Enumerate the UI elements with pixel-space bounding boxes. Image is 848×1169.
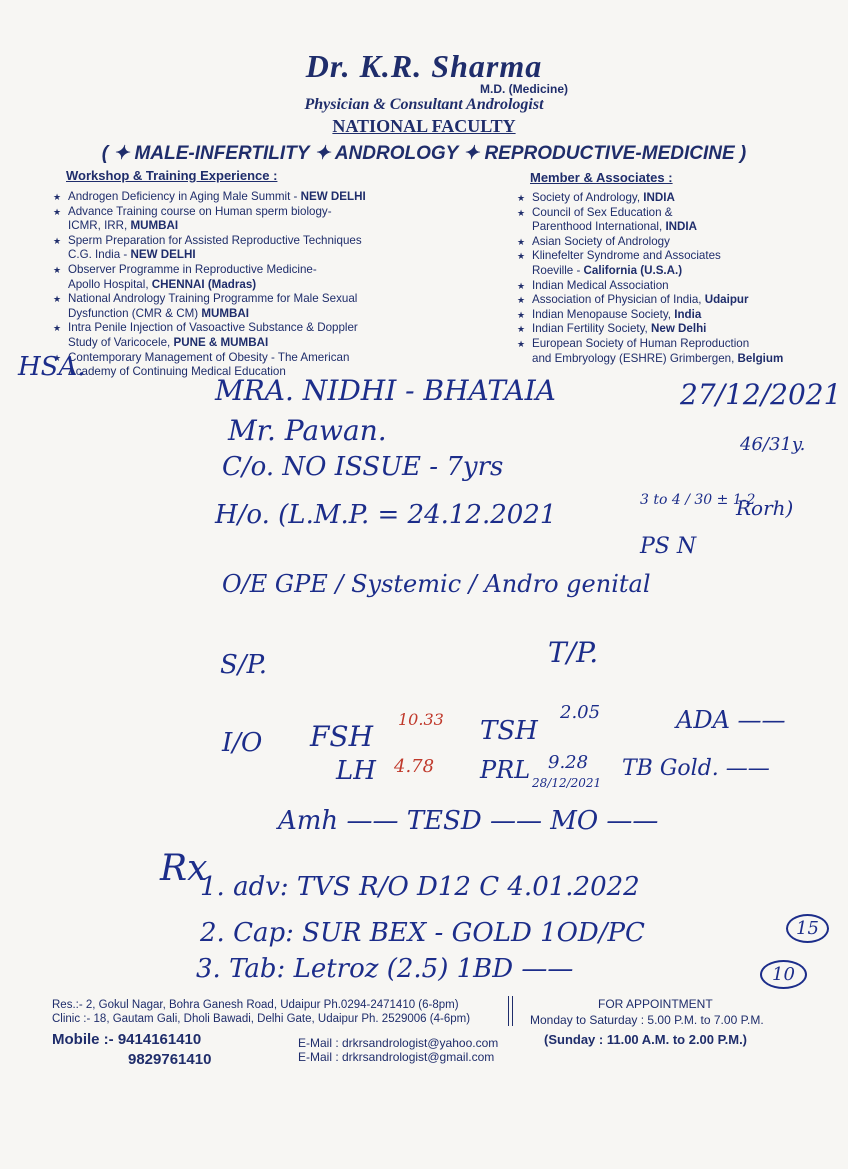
appointment-heading: FOR APPOINTMENT bbox=[598, 997, 713, 1011]
list-item-location: INDIA bbox=[643, 191, 675, 204]
members-list bbox=[516, 191, 836, 366]
list-item-location: NEW DELHI bbox=[130, 248, 196, 262]
list-item-text: Academy of Continuing Medical Education bbox=[68, 365, 286, 379]
list-item-text: Study of Varicocele, bbox=[68, 335, 174, 349]
email-yahoo: E-Mail : drkrsandrologist@yahoo.com bbox=[298, 1036, 499, 1050]
spouse-name: Mr. Pawan. bbox=[228, 414, 387, 447]
list-item-text: Dysfunction (CMR & CM) bbox=[68, 306, 202, 320]
workshop-list bbox=[52, 190, 452, 380]
list-item-text: and Embryology (ESHRE) Grimbergen, bbox=[532, 351, 738, 365]
rx-2-quantity: 15 bbox=[786, 914, 829, 943]
list-item bbox=[52, 351, 452, 380]
list-item-text: Advance Training course on Human sperm biology- bbox=[68, 204, 332, 218]
list-item bbox=[516, 279, 836, 294]
complaint: C/o. NO ISSUE - 7yrs bbox=[222, 452, 504, 482]
doctor-title: Physician & Consultant Andrologist bbox=[304, 96, 544, 113]
examination: O/E GPE / Systemic / Andro genital bbox=[222, 570, 651, 598]
list-item-location: PUNE & MUMBAI bbox=[173, 335, 269, 349]
list-item-text: ICMR, IRR, bbox=[68, 219, 131, 233]
list-item bbox=[52, 292, 452, 321]
list-item bbox=[52, 234, 452, 263]
list-item-text: Apollo Hospital, bbox=[68, 277, 152, 291]
appointment-sunday: (Sunday : 11.00 A.M. to 2.00 P.M.) bbox=[544, 1032, 748, 1047]
workshop-heading: Workshop & Training Experience : bbox=[66, 168, 278, 183]
degree: M.D. (Medicine) bbox=[480, 82, 569, 96]
footer-divider-2 bbox=[512, 996, 513, 1026]
other-tests: Amh —— TESD —— MO —— bbox=[278, 806, 659, 836]
list-item-location: Udaipur bbox=[704, 293, 749, 307]
rx-3-quantity: 10 bbox=[760, 960, 807, 989]
list-item-text: Roeville - bbox=[532, 263, 584, 277]
rx-symbol: Rx bbox=[160, 848, 208, 889]
tsh-label: TSH bbox=[480, 716, 538, 746]
list-item-text: Asian Society of Andrology bbox=[532, 234, 670, 248]
cycle: 3 to 4 / 30 ± 1-2 bbox=[640, 492, 756, 508]
list-item-text: Sperm Preparation for Assisted Reproductive Techniques bbox=[68, 233, 362, 247]
sp-note: S/P. bbox=[220, 650, 268, 680]
list-item bbox=[52, 205, 452, 234]
list-item bbox=[516, 249, 836, 278]
tb-gold-test: TB Gold. —— bbox=[622, 756, 770, 781]
list-item-location: CHENNAI (Madras) bbox=[151, 277, 257, 291]
list-item bbox=[52, 321, 452, 350]
ages: 46/31y. bbox=[740, 434, 806, 455]
tsh-value: 2.05 bbox=[560, 702, 601, 723]
list-item bbox=[516, 308, 836, 323]
footer-divider bbox=[508, 996, 509, 1026]
list-item-text: Klinefelter Syndrome and Associates bbox=[532, 249, 721, 263]
mobile-number-2: 9829761410 bbox=[128, 1051, 212, 1068]
prescription-date: 27/12/2021 bbox=[680, 378, 842, 411]
history-lmp: H/o. (L.M.P. = 24.12.2021 bbox=[215, 500, 557, 530]
fsh-label: FSH bbox=[310, 720, 374, 753]
doctor-name: Dr. K.R. Sharma bbox=[305, 48, 543, 84]
list-item-text: Androgen Deficiency in Aging Male Summit - bbox=[68, 190, 301, 203]
national-faculty: NATIONAL FACULTY bbox=[332, 116, 516, 136]
fsh-value: 10.33 bbox=[398, 710, 444, 729]
clinic-address: Clinic :- 18, Gautam Gali, Dholi Bawadi, Delhi Gate, Udaipur Ph. 2529006 (4-6pm) bbox=[52, 1013, 471, 1025]
list-item-location: MUMBAI bbox=[201, 306, 250, 320]
appointment-weekdays: Monday to Saturday : 5.00 P.M. to 7.00 P.M. bbox=[530, 1013, 764, 1027]
lh-value: 4.78 bbox=[394, 756, 435, 777]
list-item-text: National Andrology Training Programme for Male Sexual bbox=[68, 292, 358, 306]
list-item-text: Indian Menopause Society, bbox=[532, 307, 675, 321]
list-item-text: C.G. India - bbox=[68, 248, 131, 262]
list-item bbox=[52, 190, 452, 205]
list-item bbox=[516, 191, 836, 206]
list-item bbox=[516, 235, 836, 250]
prl-value: 9.28 bbox=[548, 752, 589, 773]
list-item-location: California (U.S.A.) bbox=[583, 263, 683, 277]
list-item-text: Observer Programme in Reproductive Medicine- bbox=[68, 262, 317, 276]
list-item-text: Contemporary Management of Obesity - The American bbox=[68, 350, 350, 364]
list-item-location: NEW DELHI bbox=[300, 190, 366, 203]
ada-test: ADA —— bbox=[676, 706, 786, 734]
list-item bbox=[516, 337, 836, 366]
list-item-text: Parenthood International, bbox=[532, 220, 666, 234]
cycle-note: Rorh) bbox=[736, 496, 794, 520]
tp-note: T/P. bbox=[548, 636, 599, 669]
list-item-location: Belgium bbox=[737, 351, 784, 365]
rx-line-2: 2. Cap: SUR BEX - GOLD 1OD/PC bbox=[200, 918, 645, 948]
list-item bbox=[516, 206, 836, 235]
specialties: ( ✦ MALE-INFERTILITY ✦ ANDROLOGY ✦ REPRODUCTIVE-MEDICINE ) bbox=[101, 143, 747, 164]
mobile-number: Mobile :- 9414161410 bbox=[52, 1031, 202, 1048]
rx-line-3: 3. Tab: Letroz (2.5) 1BD —— bbox=[196, 954, 574, 984]
list-item-location: India bbox=[674, 307, 702, 321]
list-item bbox=[516, 293, 836, 308]
list-item-location: MUMBAI bbox=[130, 219, 179, 233]
prl-label: PRL bbox=[480, 756, 531, 784]
residence-address: Res.:- 2, Gokul Nagar, Bohra Ganesh Road, Udaipur Ph.0294-2471410 (6-8pm) bbox=[52, 999, 459, 1011]
list-item bbox=[516, 322, 836, 337]
list-item-text: Indian Fertility Society, bbox=[532, 322, 651, 336]
list-item-location: New Delhi bbox=[651, 322, 707, 336]
list-item bbox=[52, 263, 452, 292]
list-item-text: European Society of Human Reproduction bbox=[532, 336, 750, 350]
patient-name: MRA. NIDHI - BHATAIA bbox=[215, 374, 556, 407]
hsa-note: HSA. bbox=[18, 352, 86, 382]
list-item-text: Society of Andrology, bbox=[532, 191, 644, 204]
prl-date: 28/12/2021 bbox=[532, 776, 602, 790]
list-item-text: Association of Physician of India, bbox=[532, 293, 705, 307]
rx-line-1: 1. adv: TVS R/O D12 C 4.01.2022 bbox=[200, 872, 640, 902]
list-item-text: Intra Penile Injection of Vasoactive Substance & Doppler bbox=[68, 321, 358, 335]
list-item-text: Council of Sex Education & bbox=[532, 205, 673, 219]
list-item-location: INDIA bbox=[665, 220, 697, 234]
email-gmail: E-Mail : drkrsandrologist@gmail.com bbox=[298, 1050, 495, 1064]
investigations-label: I/O bbox=[222, 728, 263, 758]
list-item-text: Indian Medical Association bbox=[532, 278, 669, 292]
lh-label: LH bbox=[336, 756, 376, 786]
exam-note: PS N bbox=[640, 534, 697, 559]
members-heading: Member & Associates : bbox=[530, 170, 673, 185]
